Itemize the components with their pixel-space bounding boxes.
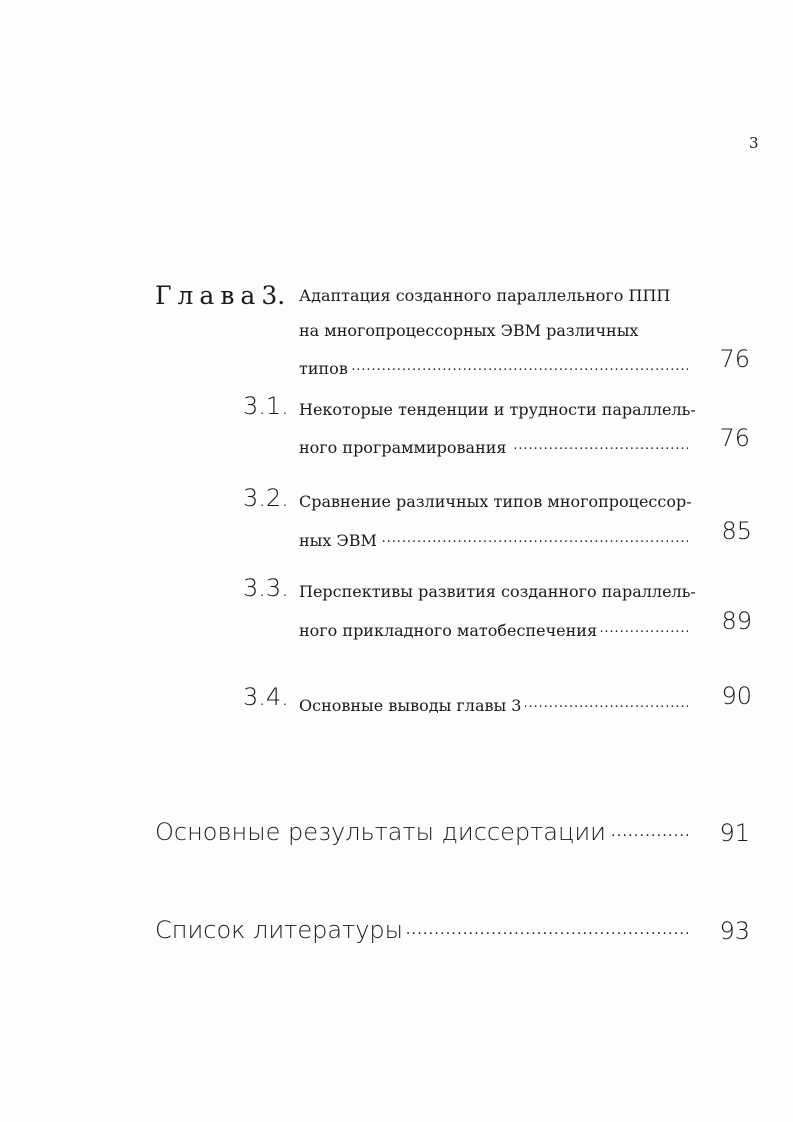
references-page: 93 bbox=[719, 917, 750, 945]
chapter-title-line-2: на многопроцессорных ЭВМ различных bbox=[299, 321, 639, 340]
dot-leader bbox=[381, 527, 688, 546]
results-entry bbox=[155, 818, 688, 846]
section-3-3-line-1: Перспективы развития созданного параллель- bbox=[299, 582, 696, 601]
results-title: Основные результаты диссертации bbox=[155, 818, 606, 846]
chapter-label bbox=[155, 281, 285, 310]
chapter-title-last: типов bbox=[299, 359, 348, 379]
section-number-3-4: 3.4. bbox=[243, 683, 289, 711]
section-number-3-3: 3.3. bbox=[243, 574, 289, 602]
chapter-word: Глава bbox=[155, 281, 262, 310]
chapter-title-line-1: Адаптация созданного параллельного ППП bbox=[299, 286, 671, 305]
dot-leader bbox=[511, 434, 689, 453]
section-3-4-line-1 bbox=[299, 692, 688, 715]
dot-leader bbox=[610, 821, 688, 840]
section-3-2-page: 85 bbox=[721, 517, 752, 545]
page-number: 3 bbox=[749, 134, 759, 152]
section-3-3-line-2 bbox=[299, 617, 688, 640]
section-3-3-text: ного прикладного матобеспечения bbox=[299, 621, 598, 641]
section-3-2-line-2 bbox=[299, 527, 688, 550]
chapter-number: 3. bbox=[261, 281, 286, 310]
section-3-1-line-1: Некоторые тенденции и трудности параллель- bbox=[299, 400, 696, 419]
results-page: 91 bbox=[719, 819, 750, 847]
section-number-3-2: 3.2. bbox=[243, 484, 289, 512]
section-3-4-text: Основные выводы главы 3 bbox=[299, 696, 522, 716]
section-3-1-text: ного программирования bbox=[299, 438, 507, 458]
chapter-page: 76 bbox=[719, 345, 750, 373]
section-3-2-line-1: Сравнение различных типов многопроцессор- bbox=[299, 492, 692, 511]
section-3-4-page: 90 bbox=[721, 682, 752, 710]
dot-leader bbox=[525, 692, 688, 711]
dot-leader bbox=[601, 617, 688, 636]
dot-leader bbox=[352, 355, 688, 374]
section-number-3-1: 3.1. bbox=[243, 392, 289, 420]
dot-leader bbox=[407, 919, 688, 938]
references-title: Список литературы bbox=[155, 916, 404, 944]
references-entry bbox=[155, 916, 688, 944]
chapter-title-line-3 bbox=[299, 355, 688, 378]
section-3-3-page: 89 bbox=[721, 607, 752, 635]
section-3-2-text: ных ЭВМ bbox=[299, 531, 377, 551]
section-3-1-line-2 bbox=[299, 434, 688, 457]
section-3-1-page: 76 bbox=[719, 424, 750, 452]
